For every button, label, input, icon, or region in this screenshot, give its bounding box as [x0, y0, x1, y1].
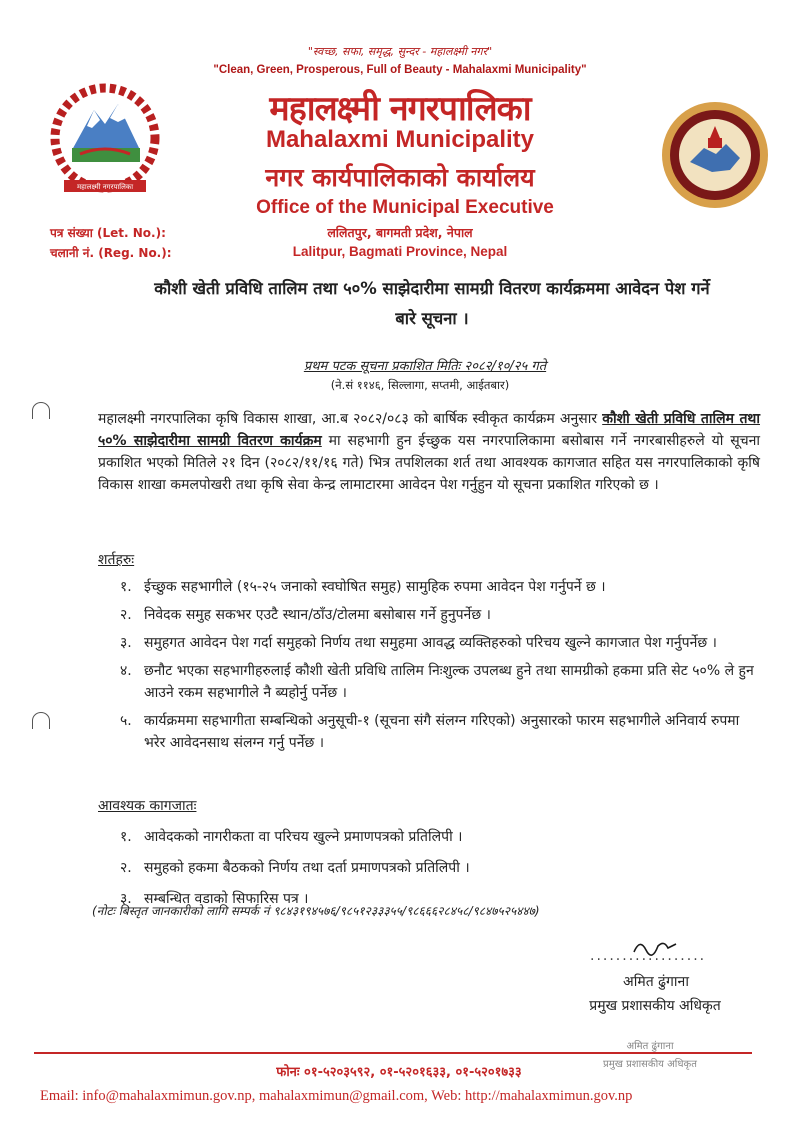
motto-english: "Clean, Green, Prosperous, Full of Beauty - Mahalaxmi Municipality" — [213, 64, 587, 76]
body-text-program-name: कौशी खेती प्रविधि तालिम तथा ५०% साझेदारीमा सामग्री वितरण कार्यक्रम — [98, 411, 760, 449]
stamp-name: अमित ढुंगाना — [626, 1041, 674, 1052]
publish-date-nepal-sambat: (ने.सं ११४६, सिल्लागा, सप्तमी, आईतबार) — [330, 378, 510, 392]
terms-item-text: निवेदक समुह सकभर एउटै स्थान/ठाँउ/टोलमा बसोबास गर्ने हुनुपर्नेछ । — [144, 607, 491, 623]
letter-number-label: पत्र संख्या (Let. No.): — [50, 226, 166, 240]
terms-item-text: छनौट भएका सहभागीहरुलाई कौशी खेती प्रविधि तालिम निःशुल्क उपलब्ध हुने तथा सामग्रीको हकमा प्रति सेट ५०% ले हुन आउने रकम सहभागीले नै ब्यहोर्नु पर्नेछ । — [144, 663, 754, 701]
footer-phone-numbers: फोनः ०१-५२०३५९२, ०१-५२०१६३३, ०१-५२०१७३३ — [276, 1065, 522, 1080]
punch-hole-mark — [32, 712, 50, 729]
terms-item-number: ४. — [120, 663, 132, 679]
required-documents-heading: आवश्यक कागजातः — [98, 798, 197, 814]
terms-item — [120, 576, 760, 598]
document-item-number: १. — [120, 829, 132, 845]
signature-dotted-line: .................. — [590, 948, 707, 964]
document-item-text: आवेदकको नागरीकता वा परिचय खुल्ने प्रमाणपत्रको प्रतिलिपी । — [144, 829, 463, 845]
punch-hole-mark — [32, 402, 50, 419]
motto-nepali: "स्वच्छ, सफा, समृद्ध, सुन्दर - महालक्ष्मी नगर" — [307, 45, 493, 58]
document-item-text: सम्बन्धित वडाको सिफारिस पत्र । — [144, 891, 309, 907]
document-item-number: ३. — [120, 891, 132, 907]
municipality-name-english: Mahalaxmi Municipality — [265, 126, 535, 153]
terms-heading: शर्तहरुः — [98, 552, 135, 568]
notice-subject — [92, 274, 772, 334]
terms-item — [120, 710, 760, 754]
footer-email-web: Email: info@mahalaxmimun.gov.np, mahalaxmimun@gmail.com, Web: http://mahalaxmimun.gov.np — [40, 1088, 633, 1104]
address-english: Lalitpur, Bagmati Province, Nepal — [292, 244, 508, 259]
document-item — [120, 826, 720, 848]
terms-item — [120, 660, 760, 704]
terms-item-number: ३. — [120, 635, 132, 651]
terms-item-number: १. — [120, 579, 132, 595]
terms-item-number: २. — [120, 607, 132, 623]
registration-number-label: चलानी नं. (Reg. No.): — [50, 246, 172, 260]
notice-body-paragraph — [98, 408, 760, 496]
contact-note: (नोटः बिस्तृत जानकारीको लागि सम्पर्क नं ९८४३१९४५७६/९८५१२३३३५५/९८६६६२८४५८/९८४७५२५४४७) — [92, 904, 540, 918]
terms-item-text: समुहगत आवेदन पेश गर्दा समुहको निर्णय तथा समुहमा आवद्ध व्यक्तिहरुको परिचय खुल्ने कागजात पेश गर्नुपर्नेछ । — [144, 635, 717, 651]
body-text-intro: महालक्ष्मी नगरपालिका कृषि विकास शाखा, आ.ब २०८२/०८३ को बार्षिक स्वीकृत कार्यक्रम अनुसार — [98, 411, 603, 427]
emblem-caption: महालक्ष्मी नगरपालिका — [76, 183, 134, 191]
body-text-details: मा सहभागी हुन ईच्छुक यस नगरपालिकामा बसोबास गर्ने नगरबासीहरुले यो सूचना प्रकाशित भएको मितिले २१ दिन (२०८२/११/१६ गते) भित्र तपशिलका शर्त तथा आवश्यक कागजात सहित यस नगरपालिकाको कृषि विकास शाखा कमलपोखरी तथा कृषि सेवा केन्द्र लामाटारमा आवेदन पेश गर्नुहुन यो सूचना प्रकाशित गरिएको छ । — [98, 433, 760, 493]
document-item — [120, 857, 720, 879]
municipality-seal-logo — [660, 100, 770, 210]
municipality-name-nepali: महालक्ष्मी नगरपालिका — [269, 89, 531, 129]
signer-title: प्रमुख प्रशासकीय अधिकृत — [589, 998, 721, 1014]
footer-divider — [34, 1052, 752, 1054]
office-name-english: Office of the Municipal Executive — [256, 197, 554, 218]
address-nepali: ललितपुर, बागमती प्रदेश, नेपाल — [327, 225, 473, 240]
stamp-title: प्रमुख प्रशासकीय अधिकृत — [603, 1059, 697, 1070]
terms-list — [120, 576, 760, 760]
nepal-emblem-logo — [42, 80, 168, 200]
document-item-text: समुहको हकमा बैठकको निर्णय तथा दर्ता प्रमाणपत्रको प्रतिलिपी । — [144, 860, 470, 876]
terms-item-number: ५. — [120, 713, 132, 729]
terms-item — [120, 604, 760, 626]
terms-item — [120, 632, 760, 654]
office-name-nepali: नगर कार्यपालिकाको कार्यालय — [265, 163, 535, 192]
document-item-number: २. — [120, 860, 132, 876]
terms-item-text: ईच्छुक सहभागीले (१५-२५ जनाको स्वघोषित समुह) सामुहिक रुपमा आवेदन पेश गर्नुपर्ने छ । — [144, 579, 606, 595]
publish-date: प्रथम पटक सूचना प्रकाशित मितिः २०८२/१०/२५ गते — [303, 359, 547, 374]
subject-line-2: बारे सूचना । — [395, 309, 469, 328]
terms-item-text: कार्यक्रममा सहभागीता सम्बन्धिको अनुसूची-१ (सूचना संगै संलग्न गरिएको) अनुसारको फारम सहभागीले अनिवार्य रुपमा भरेर आवेदनसाथ संलग्न गर्नु पर्नेछ । — [144, 713, 740, 751]
subject-line-1: कौशी खेती प्रविधि तालिम तथा ५०% साझेदारीमा सामग्री वितरण कार्यक्रममा आवेदन पेश गर्ने — [154, 279, 710, 298]
signer-name: अमित ढुंगाना — [623, 974, 689, 990]
